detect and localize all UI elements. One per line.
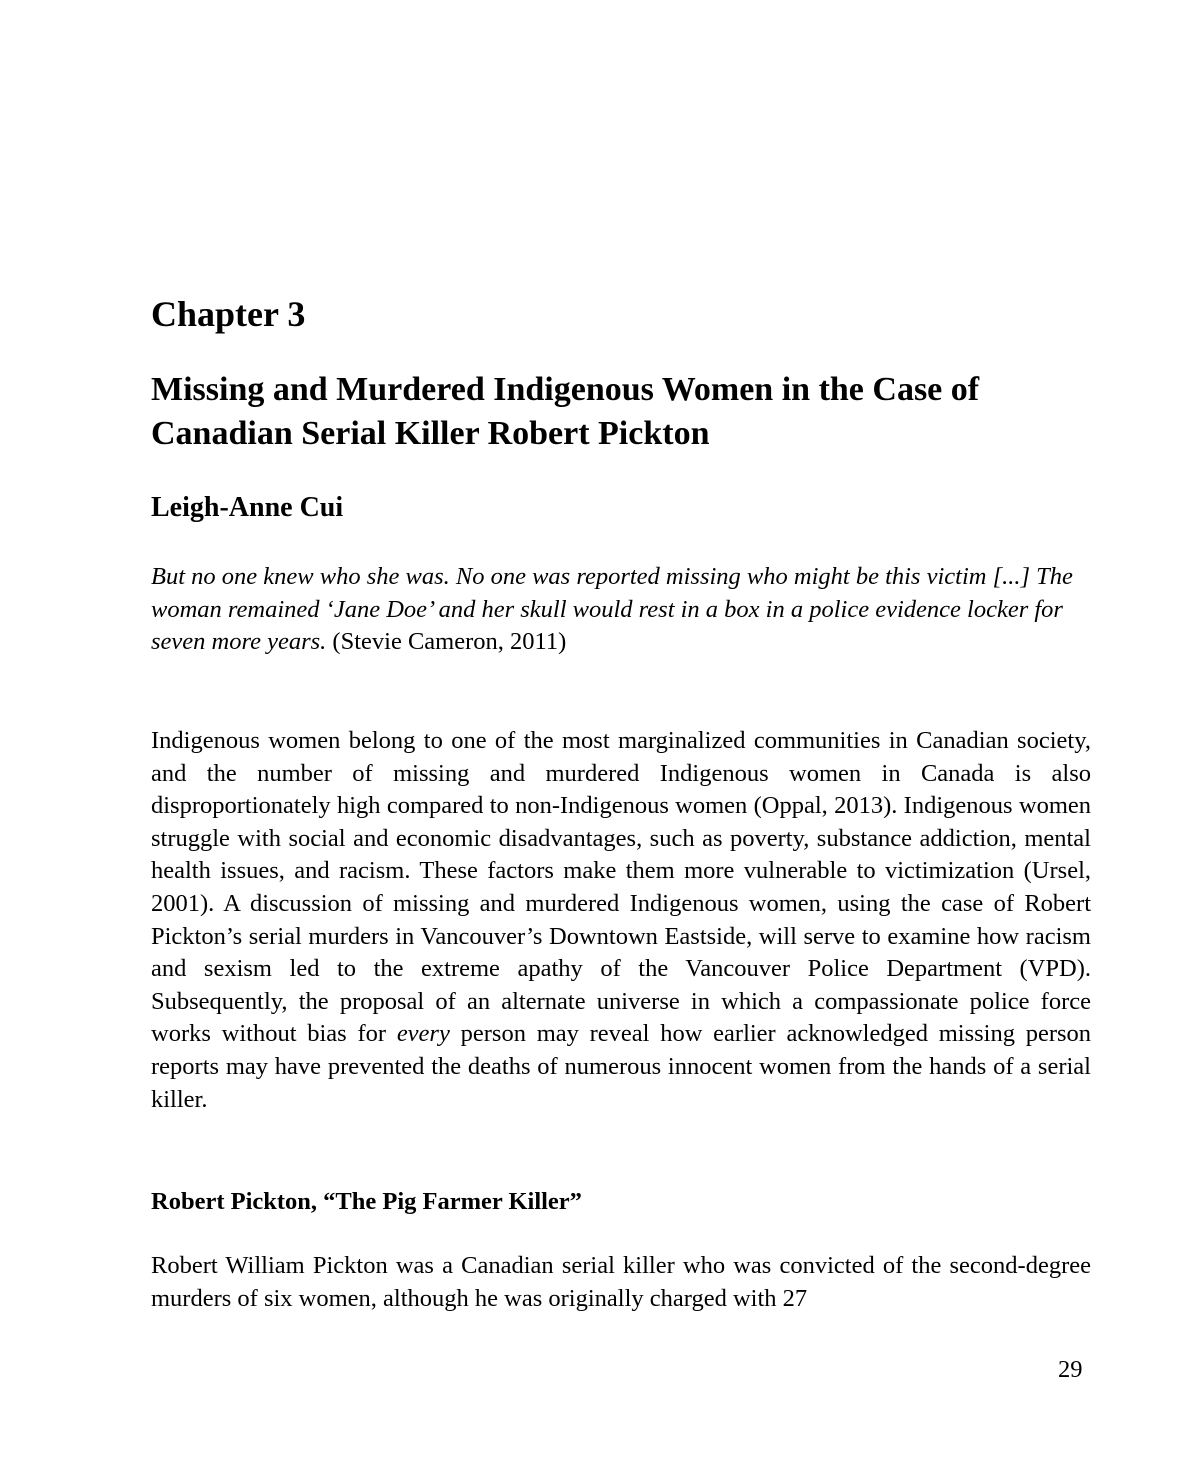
- paragraph-1-emphasis: every: [396, 1020, 450, 1048]
- body-paragraph-1: [151, 725, 1091, 1116]
- paragraph-1-text-b: person may reveal how earlier acknowledged missing person reports may have prevented the deaths of numerous innocent women from the hands of a serial killer.: [151, 1020, 1092, 1113]
- epigraph-quote: But no one knew who she was. No one was reported missing who might be this victim [...] The woman remained ‘Jane Doe’ and her skull would rest in a box in a police evidence locker for seven more years.: [151, 563, 1073, 656]
- page-number: 29: [1058, 1356, 1083, 1383]
- chapter-label: Chapter 3: [151, 294, 306, 334]
- paragraph-1-text-a: Indigenous women belong to one of the most marginalized communities in Canadian society, and the number of missing and murdered Indigenous women in Canada is also disproportionately high compared to non-Indigenous women (Oppal, 2013). Indigenous women struggle with social and economic disadvantages, such as poverty, substance addiction, mental health issues, and racism. These factors make them more vulnerable to victimization (Ursel, 2001). A discussion of missing and murdered Indigenous women, using the case of Robert Pickton’s serial murders in Vancouver’s Downtown Eastside, will serve to examine how racism and sexism led to the extreme apathy of the Vancouver Police Department (VPD). Subsequently, the proposal of an alternate universe in which a compassionate police force works without bias for: [151, 727, 1091, 1048]
- body-paragraph-2: Robert William Pickton was a Canadian serial killer who was convicted of the second-degree murders of six women, although he was originally charged with 27: [151, 1252, 1091, 1312]
- chapter-title: Missing and Murdered Indigenous Women in the Case of Canadian Serial Killer Robert Pickton: [151, 371, 980, 452]
- section-heading: Robert Pickton, “The Pig Farmer Killer”: [151, 1188, 582, 1215]
- epigraph: [151, 561, 1091, 659]
- epigraph-citation: (Stevie Cameron, 2011): [332, 628, 567, 656]
- author-name: Leigh-Anne Cui: [151, 492, 344, 523]
